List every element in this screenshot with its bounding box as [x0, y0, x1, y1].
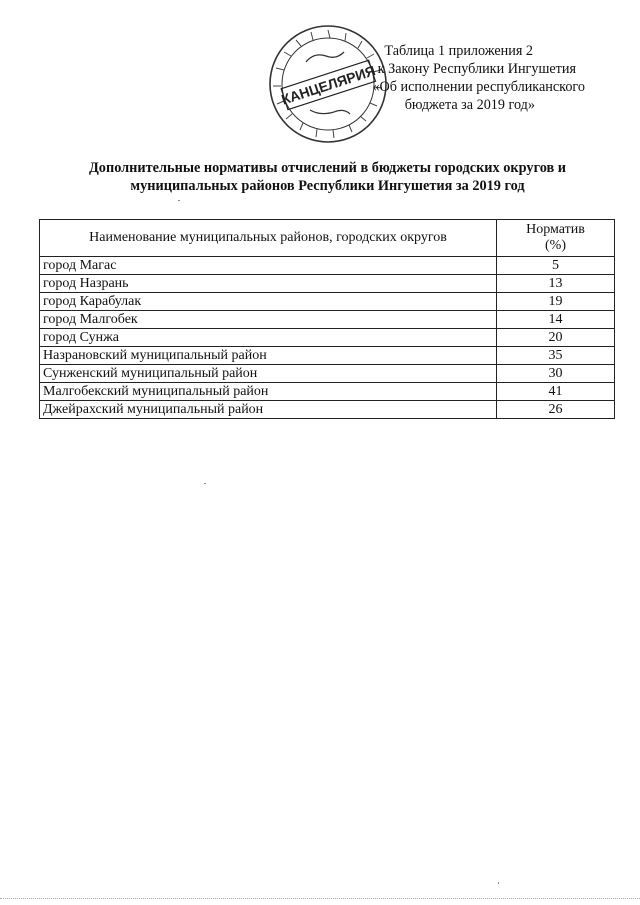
table-row: [40, 347, 615, 365]
header-line-3: «Об исполнении республиканского: [372, 79, 585, 95]
header-line-4: бюджета за 2019 год»: [404, 97, 535, 113]
column-header-value: [497, 220, 615, 257]
header-line-2: к Закону Республики Ингушетия: [377, 61, 576, 77]
row-name: город Магас: [40, 257, 497, 275]
column-header-value-line-2: (%): [545, 238, 566, 253]
row-name: Сунженский муниципальный район: [40, 365, 497, 383]
row-value: 14: [497, 311, 615, 329]
scan-speck: [178, 200, 180, 201]
table-row: [40, 311, 615, 329]
row-name: Джейрахский муниципальный район: [40, 401, 497, 419]
row-name: Назрановский муниципальный район: [40, 347, 497, 365]
scan-edge-line: [0, 898, 640, 901]
row-value: 5: [497, 257, 615, 275]
row-value: 41: [497, 383, 615, 401]
table-row: [40, 293, 615, 311]
row-value: 19: [497, 293, 615, 311]
row-name: город Назрань: [40, 275, 497, 293]
table-row: [40, 257, 615, 275]
row-name: город Сунжа: [40, 329, 497, 347]
stamp-text: КАНЦЕЛЯРИЯ: [279, 62, 378, 108]
row-name: город Карабулак: [40, 293, 497, 311]
table-row: [40, 329, 615, 347]
appendix-header: [335, 42, 585, 114]
row-value: 13: [497, 275, 615, 293]
document-title: [40, 159, 615, 195]
row-name: Малгобекский муниципальный район: [40, 383, 497, 401]
row-value: 35: [497, 347, 615, 365]
row-value: 26: [497, 401, 615, 419]
norms-table: [39, 219, 615, 419]
title-line-2: муниципальных районов Республики Ингушетия за 2019 год: [130, 178, 525, 194]
table-row: [40, 275, 615, 293]
table-row: [40, 365, 615, 383]
column-header-value-line-1: Норматив: [526, 222, 585, 237]
table-row: [40, 383, 615, 401]
scan-speck: [498, 882, 499, 884]
row-name: город Малгобек: [40, 311, 497, 329]
title-line-1: Дополнительные нормативы отчислений в бюджеты городских округов и: [88, 160, 567, 176]
column-header-name: Наименование муниципальных районов, городских округов: [40, 220, 497, 257]
row-value: 20: [497, 329, 615, 347]
scan-speck: [204, 483, 206, 484]
row-value: 30: [497, 365, 615, 383]
table-header-row: [40, 220, 615, 257]
header-line-1: Таблица 1 приложения 2: [384, 43, 533, 59]
table-row: [40, 401, 615, 419]
